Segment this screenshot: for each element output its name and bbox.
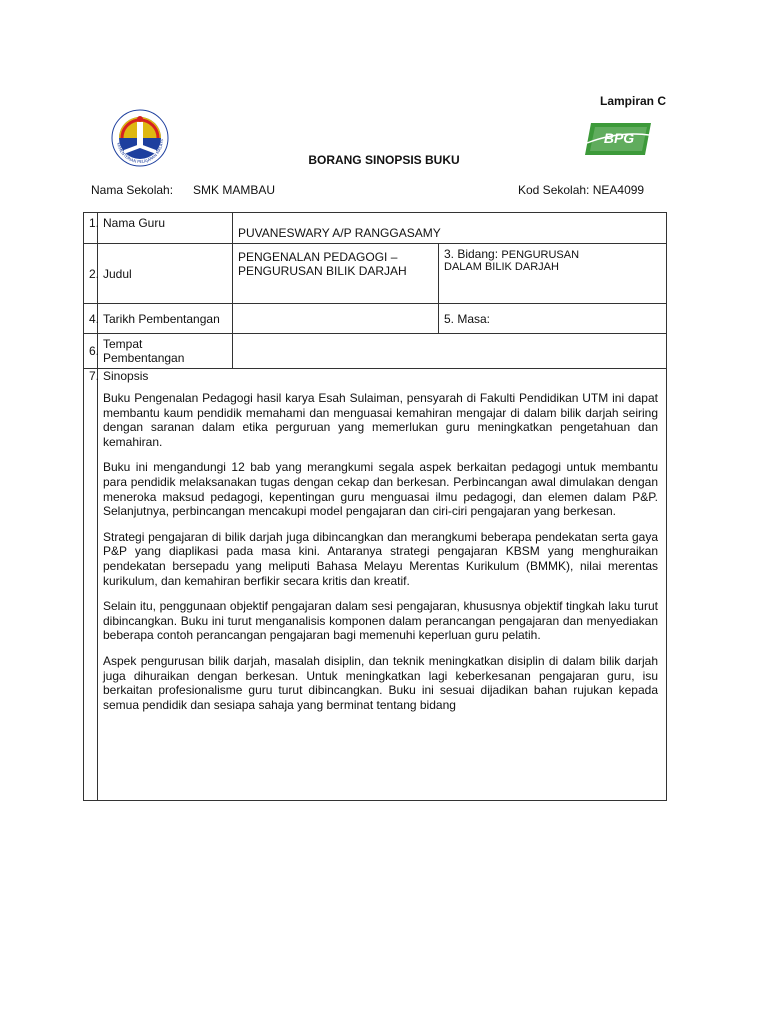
synopsis-paragraph: Buku ini mengandungi 12 bab yang merangkumi segala aspek berkaitan pedagogi untuk membantu para pendidik melaksanakan tugas dengan cekap dan berkesan. Perbincangan awal dimulakan dengan meneroka maksud pedagogi, kepentingan guru menguasai ilmu pedagogi, dan elemen dalam P&P. Selanjutnya, perbincangan mencakupi model pengajaran dan ciri-ciri pengajaran yang berkesan. bbox=[103, 460, 658, 519]
synopsis-label: Sinopsis bbox=[103, 369, 149, 383]
field-label: Tarikh Pembentangan bbox=[98, 304, 233, 334]
row-number: 2. bbox=[84, 244, 98, 304]
row-synopsis bbox=[84, 369, 667, 801]
field-label: Judul bbox=[98, 244, 233, 304]
row-presentation-place bbox=[84, 334, 667, 369]
school-code-label: Kod Sekolah: bbox=[518, 183, 590, 197]
page-title: BORANG SINOPSIS BUKU bbox=[308, 153, 460, 167]
school-code-value: NEA4099 bbox=[592, 183, 645, 197]
synopsis-paragraph: Aspek pengurusan bilik darjah, masalah disiplin, dan teknik meningkatkan disiplin di dalam bilik darjah juga dihuraikan dengan berkesan. Untuk meningkatkan lagi keberkesanan pengajaran guru, isu berkaitan profesionalisme guru turut dibincangkan. Buku ini sesuai dijadikan bahan rujukan kepada semua pendidik dan sesiapa sahaja yang berminat tentang bidang bbox=[103, 653, 658, 712]
field-value-line-2: DALAM BILIK DARJAH bbox=[444, 261, 559, 273]
row-title bbox=[84, 244, 667, 304]
synopsis-paragraph: Selain itu, penggunaan objektif pengajaran dalam sesi pengajaran, khususnya objektif tingkah laku turut dibincangkan. Buku ini turut menganalisis komponen dalam perancangan pengajaran dan menyediakan beberapa contoh perancangan pengajaran bagi memenuhi keperluan guru pelatih. bbox=[103, 599, 658, 643]
row-number: 7. bbox=[84, 369, 98, 801]
kpm-logo-text: KEMENTERIAN PELAJARAN MALAYS bbox=[116, 139, 165, 165]
presentation-place-value bbox=[233, 334, 667, 369]
row-number: 6. bbox=[84, 334, 98, 369]
title-line-1: PENGENALAN PEDAGOGI – bbox=[238, 250, 398, 264]
school-code bbox=[518, 183, 644, 197]
title-line-2: PENGURUSAN BILIK DARJAH bbox=[238, 264, 407, 278]
synopsis-paragraph: Buku Pengenalan Pedagogi hasil karya Esah Sulaiman, pensyarah di Fakulti Pendidikan UTM ini dapat membantu kaum pendidik memahami dan menguasai kemahiran mengajar di dalam bilik darjah seiring dengan saranan dalam etika perguruan yang memerlukan guru meningkatkan pengetahuan dan kemahiran. bbox=[103, 391, 658, 449]
row-teacher-name bbox=[84, 213, 667, 244]
row-number: 4. bbox=[84, 304, 98, 334]
field-cell bbox=[439, 244, 667, 304]
title-value bbox=[233, 244, 439, 304]
lampiran-label: Lampiran C bbox=[600, 94, 667, 108]
bpg-logo-text: BPG bbox=[603, 130, 635, 146]
synopsis-cell bbox=[98, 369, 667, 801]
row-presentation-date bbox=[84, 304, 667, 334]
school-name-value: SMK MAMBAU bbox=[193, 183, 276, 197]
field-label: Nama Guru bbox=[98, 213, 233, 244]
row-number: 1. bbox=[84, 213, 98, 244]
field-label: Tempat Pembentangan bbox=[98, 334, 233, 369]
time-label: 5. Masa: bbox=[439, 304, 667, 334]
presentation-date-value bbox=[233, 304, 439, 334]
bpg-logo bbox=[583, 121, 653, 157]
field-value-line-1: PENGURUSAN bbox=[501, 249, 580, 261]
school-name-label: Nama Sekolah: bbox=[91, 183, 174, 197]
synopsis-paragraph: Strategi pengajaran di bilik darjah juga dibincangkan dan merangkumi beberapa pendekatan serta gaya P&P yang diaplikasi pada masa kini. Antaranya strategi pengajaran KBSM yang menghuraikan pendekatan bersepadu yang meliputi Bahasa Melayu Merentas Kurikulum (BMMK), nilai merentas kurikulum, dan kemahiran berfikir secara kritis dan kreatif. bbox=[103, 529, 658, 588]
teacher-name-value: PUVANESWARY A/P RANGGASAMY bbox=[233, 213, 667, 244]
synopsis-form-table bbox=[83, 212, 667, 801]
field-label: 3. Bidang: bbox=[444, 247, 499, 261]
